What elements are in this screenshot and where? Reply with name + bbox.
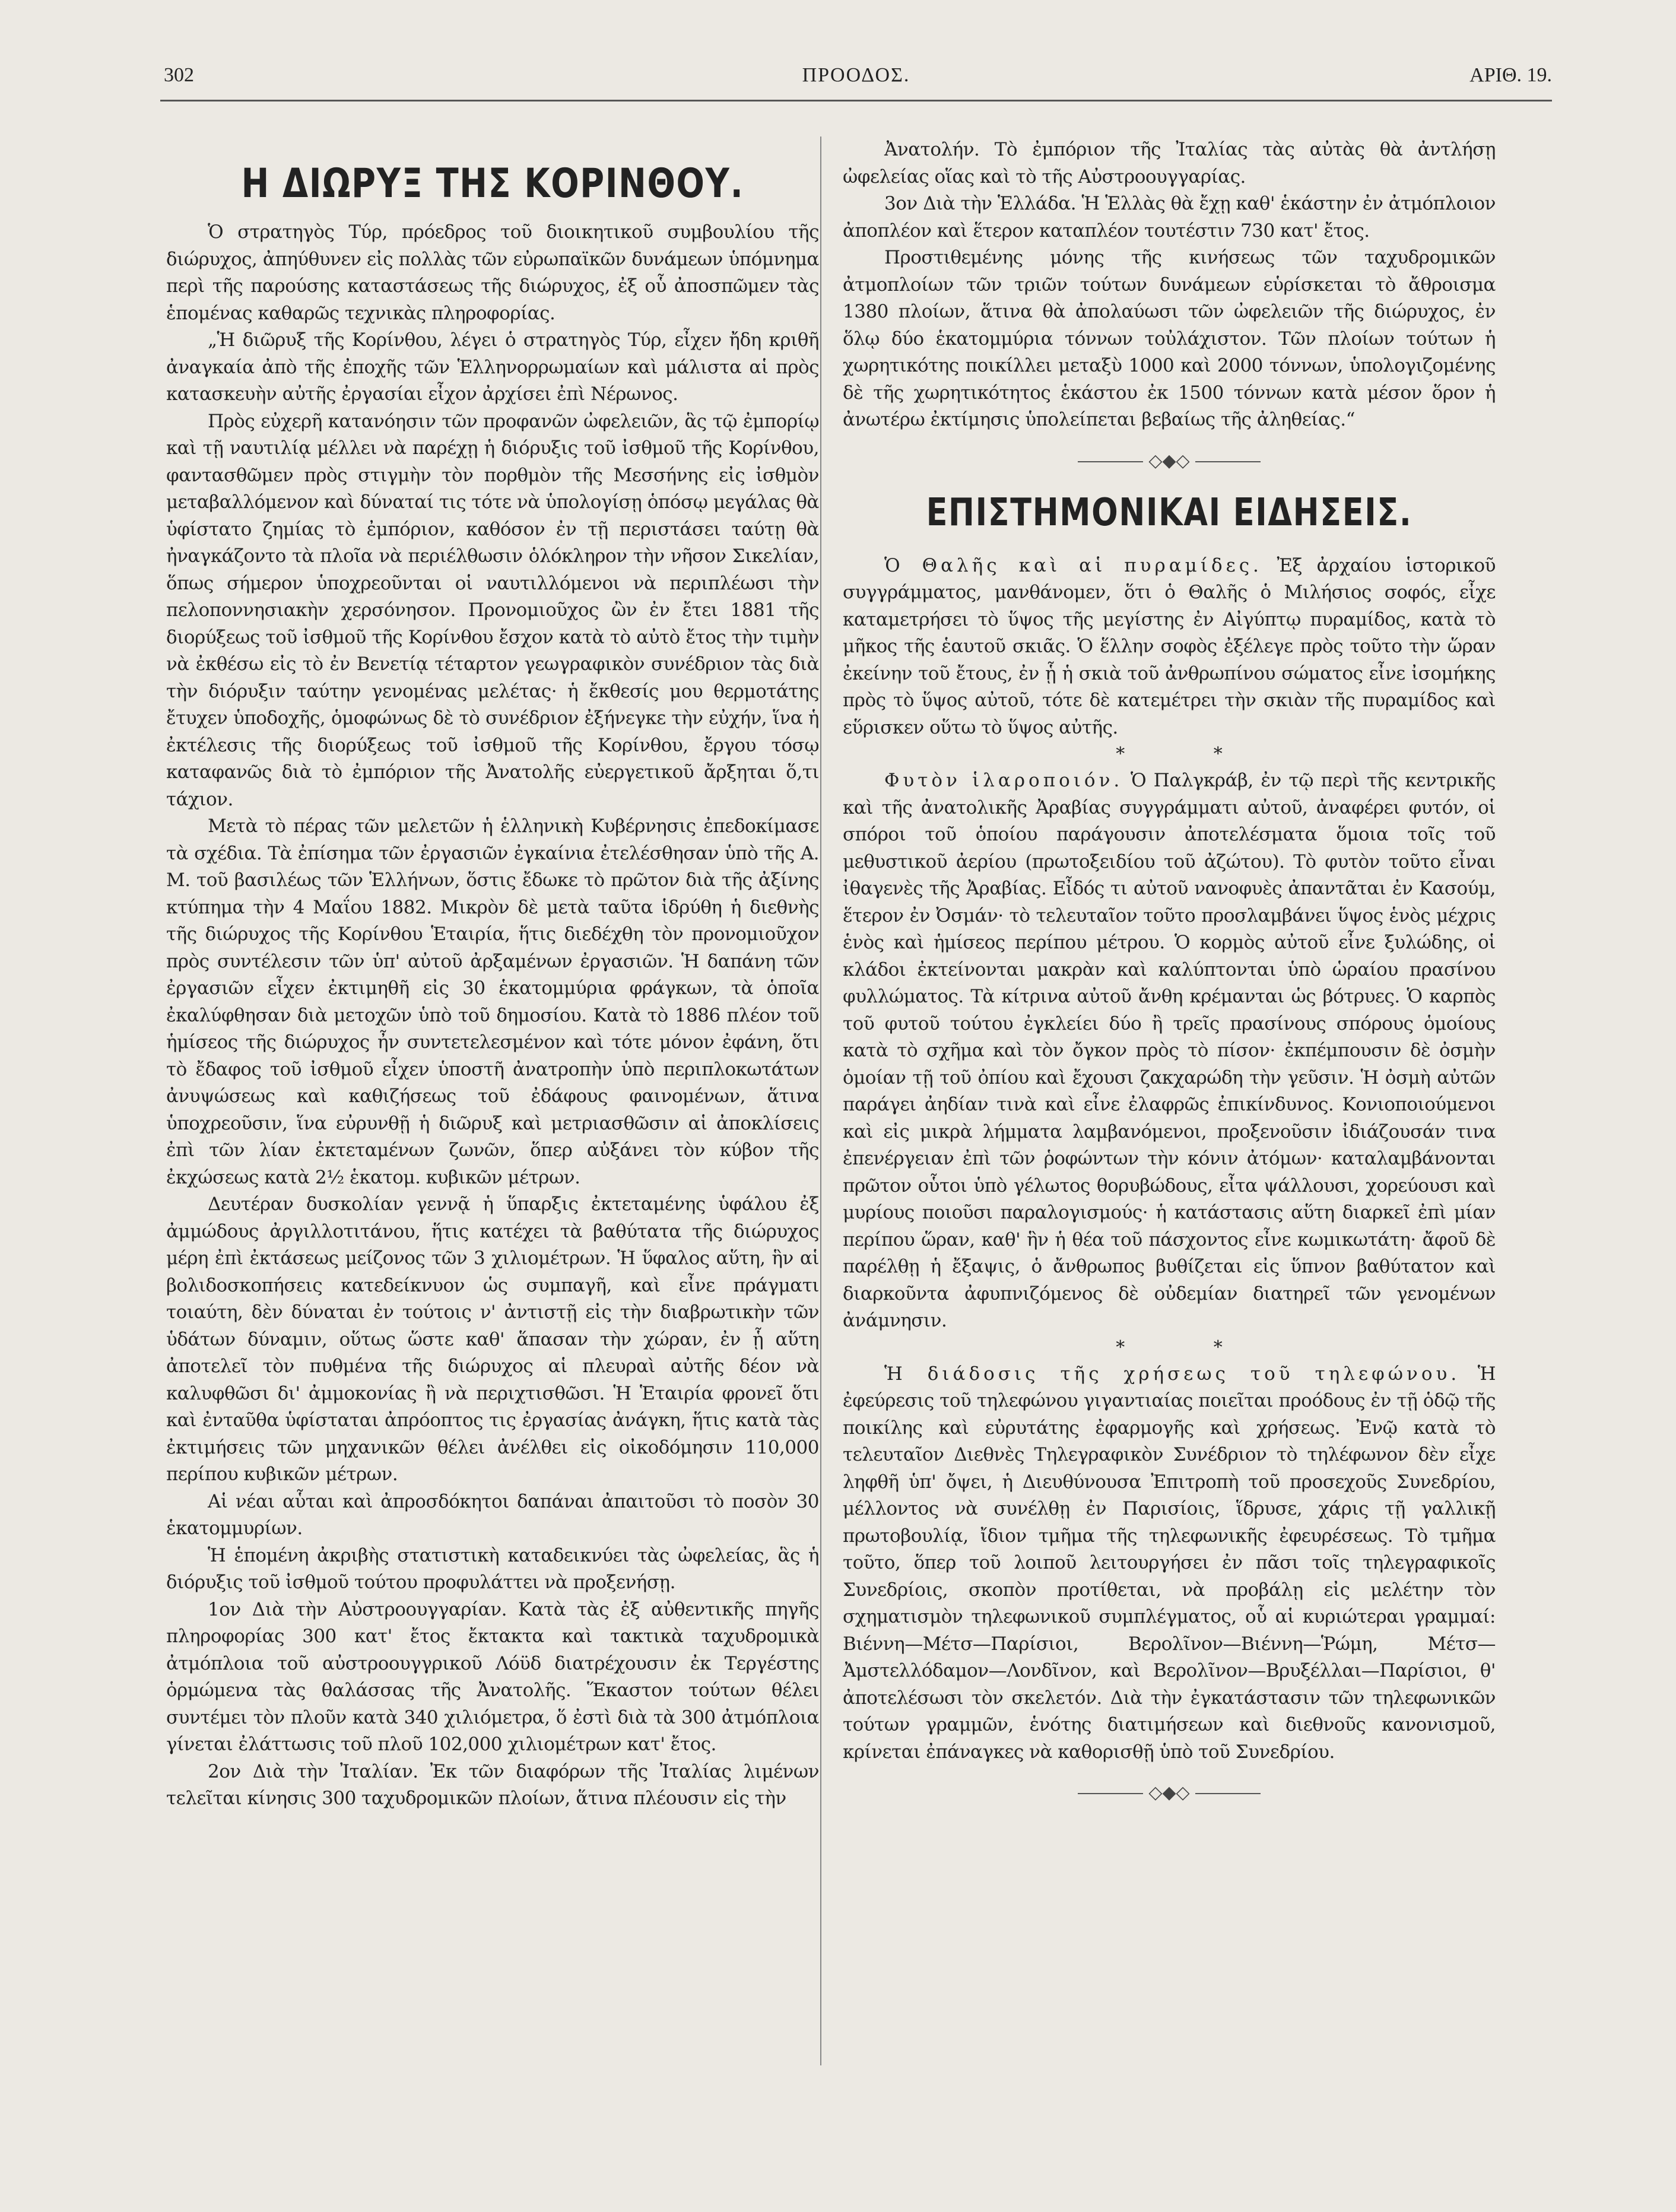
page-number: 302 xyxy=(164,64,194,86)
paragraph: 2ον Διὰ τὴν Ἰταλίαν. Ἐκ τῶν διαφόρων τῆς Ἰταλίας λιμένων τελεῖται κίνησις 300 ταχυδρομικῶν πλοίων, ἅτινα πλέουσιν εἰς τὴν xyxy=(166,1760,819,1809)
paragraph: „Ἡ διῶρυξ τῆς Κορίνθου, λέγει ὁ στρατηγὸς Τύρ, εἶχεν ἤδη κριθῆ ἀναγκαία ἀπὸ τῆς ἐποχῆς τῶν Ἑλληνορρωμαίων καὶ μάλιστα αἱ πρὸς κατασκευὴν αὐτῆς ἐργασίαι εἶχον ἀρχίσει ἐπὶ Νέρωνος. xyxy=(166,329,819,405)
article-title: Η ΔΙΩΡΥΞ ΤΗΣ ΚΟΡΙΝΘΟΥ. xyxy=(241,160,744,207)
article-body xyxy=(166,219,819,1813)
paragraph: Ἀνατολήν. Τὸ ἐμπόριον τῆς Ἰταλίας τὰς αὐτὰς θὰ ἀντλήσῃ ὠφελείας οἵας καὶ τὸ τῆς Αὐστροουγγαρίας. xyxy=(843,139,1496,188)
issue-number: ΑΡΙΘ. 19. xyxy=(1469,64,1552,86)
end-ornament: ◇◆◇ xyxy=(843,1781,1496,1805)
paragraph: Πρὸς εὐχερῆ κατανόησιν τῶν προφανῶν ὠφελειῶν, ἃς τῷ ἐμπορίῳ καὶ τῇ ναυτιλίᾳ μέλλει νὰ παρέχῃ ἡ διόρυξις τοῦ ἰσθμοῦ τῆς Κορίνθου, φαντασθῶμεν πρὸς στιγμὴν τὸν πορθμὸν τῆς Μεσσήνης εἰς ἰσθμὸν μεταβαλλόμενον καὶ δύναταί τις τότε νὰ ὑπολογίσῃ ὁπόσῳ μεγάλας θὰ ὑφίστατο ζημίας τὸ ἐμπόριον, καθόσον ἐν τῇ περιστάσει ταύτῃ θὰ ἠναγκάζοντο τὰ πλοῖα νὰ περιέλθωσιν ὁλόκληρον τὴν νῆσον Σικελίαν, ὅπως σήμερον ὑποχρεοῦνται οἱ ναυτιλλόμενοι νὰ περιπλέωσι τὴν πελοποννησιακὴν χερσόνησον. Προνομιοῦχος ὢν ἐν ἔτει 1881 τῆς διορύξεως τοῦ ἰσθμοῦ τῆς Κορίνθου ἔσχον κατὰ τὸ αὐτὸ ἔτος τὴν τιμὴν νὰ ἐκθέσω εἰς τὸ ἐν Βενετίᾳ τέταρτον γεωγραφικὸν συνέδριον τὰς διὰ τὴν διόρυξιν ταύτην γενομένας μελέτας· ἡ ἔκθεσίς μου θερμοτάτης ἔτυχεν ὑποδοχῆς, ὁμοφώνως δὲ τὸ συνέδριον ἐξήνεγκε τὴν εὐχήν, ἵνα ἡ ἐκτέλεσις τῆς διορύξεως τοῦ ἰσθμοῦ τῆς Κορίνθου, ἔργου τόσῳ καταφανῶς διὰ τὸ ἐμπόριον τῆς Ἀνατολῆς εὐεργετικοῦ ἄρξηται ὅ,τι τάχιον. xyxy=(166,410,819,810)
news-item xyxy=(843,1361,1496,1766)
news-item-lead: Ὁ Θαλῆς καὶ αἱ πυραμίδες. xyxy=(884,554,1262,576)
paragraph: Αἱ νέαι αὗται καὶ ἀπροσδόκητοι δαπάναι ἀπαιτοῦσι τὸ ποσὸν 30 ἑκατομμυρίων. xyxy=(166,1490,819,1539)
paragraph: 1ον Διὰ τὴν Αὐστροουγγαρίαν. Κατὰ τὰς ἐξ αὐθεντικῆς πηγῆς πληροφορίας 300 κατ' ἔτος ἔκτακτα καὶ τακτικὰ ταχυδρομικὰ ἀτμόπλοια τοῦ αὐστροουγγρικοῦ Λόϋδ διατρέχουσιν ἐκ Τεργέστης ὁρμώμενα τὰς θαλάσσας τῆς Ἀνατολῆς. Ἕκαστον τούτων θέλει συντέμει τὸν πλοῦν κατὰ 340 χιλιόμετρα, ὅ ἐστὶ διὰ τὰ 300 ἀτμόπλοια γίνεται ἐλάττωσις τοῦ πλοῦ 102,000 χιλιομέτρων κατ' ἔτος. xyxy=(166,1598,819,1755)
section-title: ΕΠΙΣΤΗΜΟΝΙΚΑΙ ΕΙΔΗΣΕΙΣ. xyxy=(926,490,1412,535)
section-ornament: ◇◆◇ xyxy=(843,449,1496,473)
column-divider xyxy=(820,137,821,2065)
journal-title: ΠΡΟΟΔΟΣ. xyxy=(802,64,910,86)
paragraph: Ἡ ἑπομένη ἀκριβὴς στατιστικὴ καταδεικνύει τὰς ὠφελείας, ἃς ἡ διόρυξις τοῦ ἰσθμοῦ τούτου προφυλάττει νὰ προξενήσῃ. xyxy=(166,1544,819,1593)
article-continuation xyxy=(843,137,1496,434)
paragraph: 3ον Διὰ τὴν Ἑλλάδα. Ἡ Ἑλλὰς θὰ ἔχῃ καθ' ἑκάστην ἐν ἀτμόπλοιον ἀποπλέον καὶ ἕτερον καταπλέον τουτέστιν 730 κατ' ἔτος. xyxy=(843,193,1496,242)
news-item-lead: Φυτὸν ἱλαροποιόν. xyxy=(884,770,1123,791)
news-item-text: Ἐξ ἀρχαίου ἱστορικοῦ συγγράμματος, μανθάνομεν, ὅτι ὁ Θαλῆς ὁ Μιλήσιος σοφός, εἶχε καταμετρήσει τὸ ὕψος τῆς μεγίστης ἐν Αἰγύπτῳ πυραμίδος, κατὰ τὸ μῆκος τῆς ἑαυτοῦ σκιᾶς. Ὁ ἕλλην σοφὸς ἐξέλεγε πρὸς τοῦτο τὴν ὥραν ἐκείνην τοῦ ἔτους, ἐν ᾗ ἡ σκιὰ τοῦ ἀνθρωπίνου σώματος εἶνε ἰσομήκης πρὸς τὸ ὕψος αὐτοῦ, τότε δὲ κατεμέτρει τὴν σκιὰν τῆς πυραμίδος καὶ εὕρισκεν οὕτω τὸ ὕψος αὐτῆς. xyxy=(843,554,1496,738)
paragraph: Ὁ στρατηγὸς Τύρ, πρόεδρος τοῦ διοικητικοῦ συμβουλίου τῆς διώρυχος, ἀπηύθυνεν εἰς πολλὰς τῶν εὐρωπαϊκῶν δυνάμεων ὑπόμνημα περὶ τῆς παρούσης καταστάσεως τῆς διώρυχος, ἐξ οὗ ἀποσπῶμεν τὰς ἑπομένας καθαρῶς τεχνικὰς πληροφορίας. xyxy=(166,221,819,324)
paragraph: Μετὰ τὸ πέρας τῶν μελετῶν ἡ ἑλληνικὴ Κυβέρνησις ἐπεδοκίμασε τὰ σχέδια. Τὰ ἐπίσημα τῶν ἐργασιῶν ἐγκαίνια ἐτελέσθησαν ὑπὸ τῆς Α. Μ. τοῦ βασιλέως τῶν Ἑλλήνων, ὅστις ἔδωκε τὸ πρῶτον διὰ τῆς ἀξίνης κτύπημα τὴν 4 Μαΐου 1882. Μικρὸν δὲ μετὰ ταῦτα ἱδρύθη ἡ διεθνὴς τῆς διώρυχος τῆς Κορίνθου Ἑταιρία, ἥτις διεδέχθη τὸν προνομιοῦχον πρὸς συντέλεσιν τῶν ὑπ' αὐτοῦ ἀρξαμένων ἐργασιῶν. Ἡ δαπάνη τῶν ἐργασιῶν εἶχεν ἐκτιμηθῆ εἰς 30 ἑκατομμύρια φράγκων, τὰ ὁποῖα ἐκαλύφθησαν διὰ μετοχῶν ὑπὸ τοῦ δημοσίου. Κατὰ τὸ 1886 πλέον τοῦ ἡμίσεος τῆς διώρυχος ἦν συντετελεσμένον καὶ τότε μόνον ἐφάνη, ὅτι τὸ ἔδαφος τοῦ ἰσθμοῦ εἶχεν ὑποστῆ ἀνατροπὴν ὑπὸ περιπλοκωτάτων ἀνυψώσεως καὶ καθιζήσεως τοῦ ἐδάφους φαινομένων, ἅτινα ὑποχρεοῦσιν, ἵνα εὐρυνθῇ ἡ διῶρυξ καὶ μετριασθῶσιν αἱ ἀποκλίσεις ἐπὶ τῶν λίαν ἐκτεταμένων ζωνῶν, ὅπερ αὐξάνει τὸν κύβον τῆς ἐκχώσεως κατὰ 2½ ἑκατομ. κυβικῶν μέτρων. xyxy=(166,815,819,1188)
paragraph: Προστιθεμένης μόνης τῆς κινήσεως τῶν ταχυδρομικῶν ἀτμοπλοίων τῶν τριῶν τούτων δυνάμεων εὑρίσκεται τὸ ἄθροισμα 1380 πλοίων, ἅτινα θὰ ἀπολαύωσι τῶν ὠφελειῶν τῆς διώρυχος, ἐν ὅλῳ δύο ἑκατομμύρια τόννων τοὐλάχιστον. Τῶν πλοίων τούτων ἡ χωρητικότης ποικίλλει μεταξὺ 1000 καὶ 2000 τόννων, ὑπολογιζομένης δὲ τῆς χωρητικότητος ἑκάστου ἐκ 1500 τόννων κατὰ μέσον ὅρον ἡ ἀνωτέρω ἐκτίμησις ὑπολείπεται βεβαίως τῆς ἀληθείας.“ xyxy=(843,247,1496,430)
page-header xyxy=(160,64,1552,97)
separator-stars: * * xyxy=(1116,744,1264,764)
news-item-text: Ὁ Παλγκράβ, ἐν τῷ περὶ τῆς κεντρικῆς καὶ τῆς ἀνατολικῆς Ἀραβίας συγγράμματι αὐτοῦ, ἀναφέρει φυτόν, οἱ σπόροι τοῦ ὁποίου παράγουσιν ἀποτελέσματα ὅμοια τοῖς τοῦ μεθυστικοῦ ἀερίου (πρωτοξειδίου τοῦ ἀζώτου). Τὸ φυτὸν τοῦτο εἶναι ἰθαγενὲς τῆς Ἀραβίας. Εἶδός τι αὐτοῦ νανοφυὲς ἀπαντᾶται ἐν Κασούμ, ἕτερον ἐν Ὀσμάν· τὸ τελευταῖον τοῦτο προσλαμβάνει ὕψος ἑνὸς μέχρις ἑνὸς καὶ ἡμίσεος περίπου μέτρου. Ὁ κορμὸς αὐτοῦ εἶνε ξυλώδης, οἱ κλάδοι ἐκτείνονται μακρὰν καὶ καλύπτονται ὑπὸ ὡραίου πρασίνου φυλλώματος. Τὰ κίτρινα αὐτοῦ ἄνθη κρέμανται ὡς βότρυες. Ὁ καρπὸς τοῦ φυτοῦ τούτου ἐγκλείει δύο ἢ τρεῖς πρασίνους σπόρους ὁμοίους κατὰ τὸ σχῆμα καὶ τὸν ὄγκον πρὸς τὸ πίσον· ἐκπέμπουσιν δὲ ὀσμὴν ὁμοίαν τῇ τοῦ ὀπίου καὶ ἔχουσι ζακχαρώδη τὴν γεῦσιν. Ἡ ὀσμὴ αὐτῶν παράγει ἀηδίαν τινὰ καὶ εἶνε ἐλαφρῶς ἐπικίνδυνος. Κονιοποιούμενοι καὶ εἰς μικρὰ λήμματα λαμβανόμενοι, προξενοῦσιν ἰδιάζουσάν τινα ἐπενέργειαν ἐπὶ τῶν ῥοφώντων τὴν κόνιν ἀτόμων· καταλαμβάνονται πρῶτον οὗτοι ὑπὸ γέλωτος θορυβώδους, εἶτα ψάλλουσι, χορεύουσι καὶ μυρίους ποιοῦσι παραλογισμούς· ἡ κατάστασις αὕτη διαρκεῖ ἐπὶ μίαν περίπου ὥραν, καθ' ἣν ἡ θέα τοῦ πάσχοντος εἶνε κωμικωτάτη· ἄφοῦ δὲ παρέλθῃ ἡ ἔξαψις, ὁ ἄνθρωπος βυθίζεται εἰς ὕπνον βαθύτατον καὶ διαρκοῦντα ἀφυπνιζόμενος δὲ οὐδεμίαν διατηρεῖ τῶν γενομένων ἀνάμνησιν. xyxy=(843,770,1496,1331)
news-item xyxy=(843,767,1496,1335)
left-column xyxy=(166,137,819,1813)
news-item-text: Ἡ ἐφεύρεσις τοῦ τηλεφώνου γιγαντιαίας ποιεῖται προόδους ἐν τῇ ὁδῷ τῆς ποικίλης καὶ εὐρυτάτης ἐφαρμογῆς καὶ χρήσεως. Ἐνῷ κατὰ τὸ τελευταῖον Διεθνὲς Τηλεγραφικὸν Συνέδριον τὸ τηλέφωνον δὲν εἶχε ληφθῆ ὑπ' ὄψει, ἡ Διευθύνουσα Ἐπιτροπὴ τοῦ προσεχοῦς Συνεδρίου, μέλλοντος νὰ συνέλθῃ ἐν Παρισίοις, ἵδρυσε, χάρις τῇ γαλλικῇ πρωτοβουλίᾳ, ἴδιον τμῆμα τῆς τηλεφωνικῆς ἐφευρέσεως. Τὸ τμῆμα τοῦτο, ὅπερ τοῦ λοιποῦ λειτουργήσει ἐν πᾶσι τοῖς τηλεγραφικοῖς Συνεδρίοις, σκοπὸν προτίθεται, νὰ προβάλῃ εἰς μελέτην τὸν σχηματισμὸν τηλεφωνικοῦ συμπλέγματος, οὗ αἱ κυριώτεραι γραμμαί: Βιέννη—Μέτσ—Παρίσιοι, Βερολῖνον—Βιέννη—Ῥώμη, Μέτσ—Ἀμστελλόδαμον—Λονδῖνον, καὶ Βερολῖνον—Βρυξέλλαι—Παρίσιοι, θ' ἀποτελέσωσι τὸν σκελετόν. Διὰ τὴν ἐγκατάστασιν τῶν τηλεφωνικῶν τούτων γραμμῶν, ἑνότης διατιμήσεων καὶ διεθνοῦς κανονισμοῦ, κρίνεται ἐπάναγκες νὰ καθορισθῇ ὑπὸ τοῦ Συνεδρίου. xyxy=(843,1363,1496,1763)
separator-stars: * * xyxy=(1116,1337,1264,1358)
news-items xyxy=(843,553,1496,1766)
right-column xyxy=(843,137,1496,1823)
news-item xyxy=(843,553,1496,742)
news-item-lead: Ἡ διάδοσις τῆς χρήσεως τοῦ τηλεφώνου. xyxy=(884,1363,1461,1385)
paragraph: Δευτέραν δυσκολίαν γεννᾷ ἡ ὕπαρξις ἐκτεταμένης ὑφάλου ἐξ ἀμμώδους ἀργιλλοτιτάνου, ἥτις κατέχει τὰ βαθύτατα τῆς διώρυχος μέρη ἐπὶ ἐκτάσεως μείζονος τῶν 3 χιλιομέτρων. Ἡ ὕφαλος αὕτη, ἣν αἱ βολιδοσκοπήσεις κατεδείκνυον ὡς συμπαγῆ, καὶ εἶνε πράγματι τοιαύτη, δὲν δύναται ἐν τούτοις ν' ἀντιστῇ εἰς τὴν διαβρωτικὴν τῶν ὑδάτων δύναμιν, οὕτως ὥστε καθ' ἅπασαν τὴν χώραν, ἐν ᾗ αὕτη ἀποτελεῖ τὸν πυθμένα τῆς διώρυχος αἱ πλευραὶ αὐτῆς δέον νὰ καλυφθῶσι δι' ἀμμοκονίας ἢ νὰ περιχτισθῶσι. Ἡ Ἑταιρία φρονεῖ ὅτι καὶ ἐνταῦθα ὑφίσταται ἀπρόοπτος τις ἐργασίας ἀνάγκη, ἥτις κατὰ τὰς ἐκτιμήσεις τῶν μηχανικῶν θέλει ἀνέλθει εἰς οἰκοδόμησιν 110,000 περίπου κυβικῶν μέτρων. xyxy=(166,1194,819,1485)
header-rule xyxy=(160,100,1552,101)
